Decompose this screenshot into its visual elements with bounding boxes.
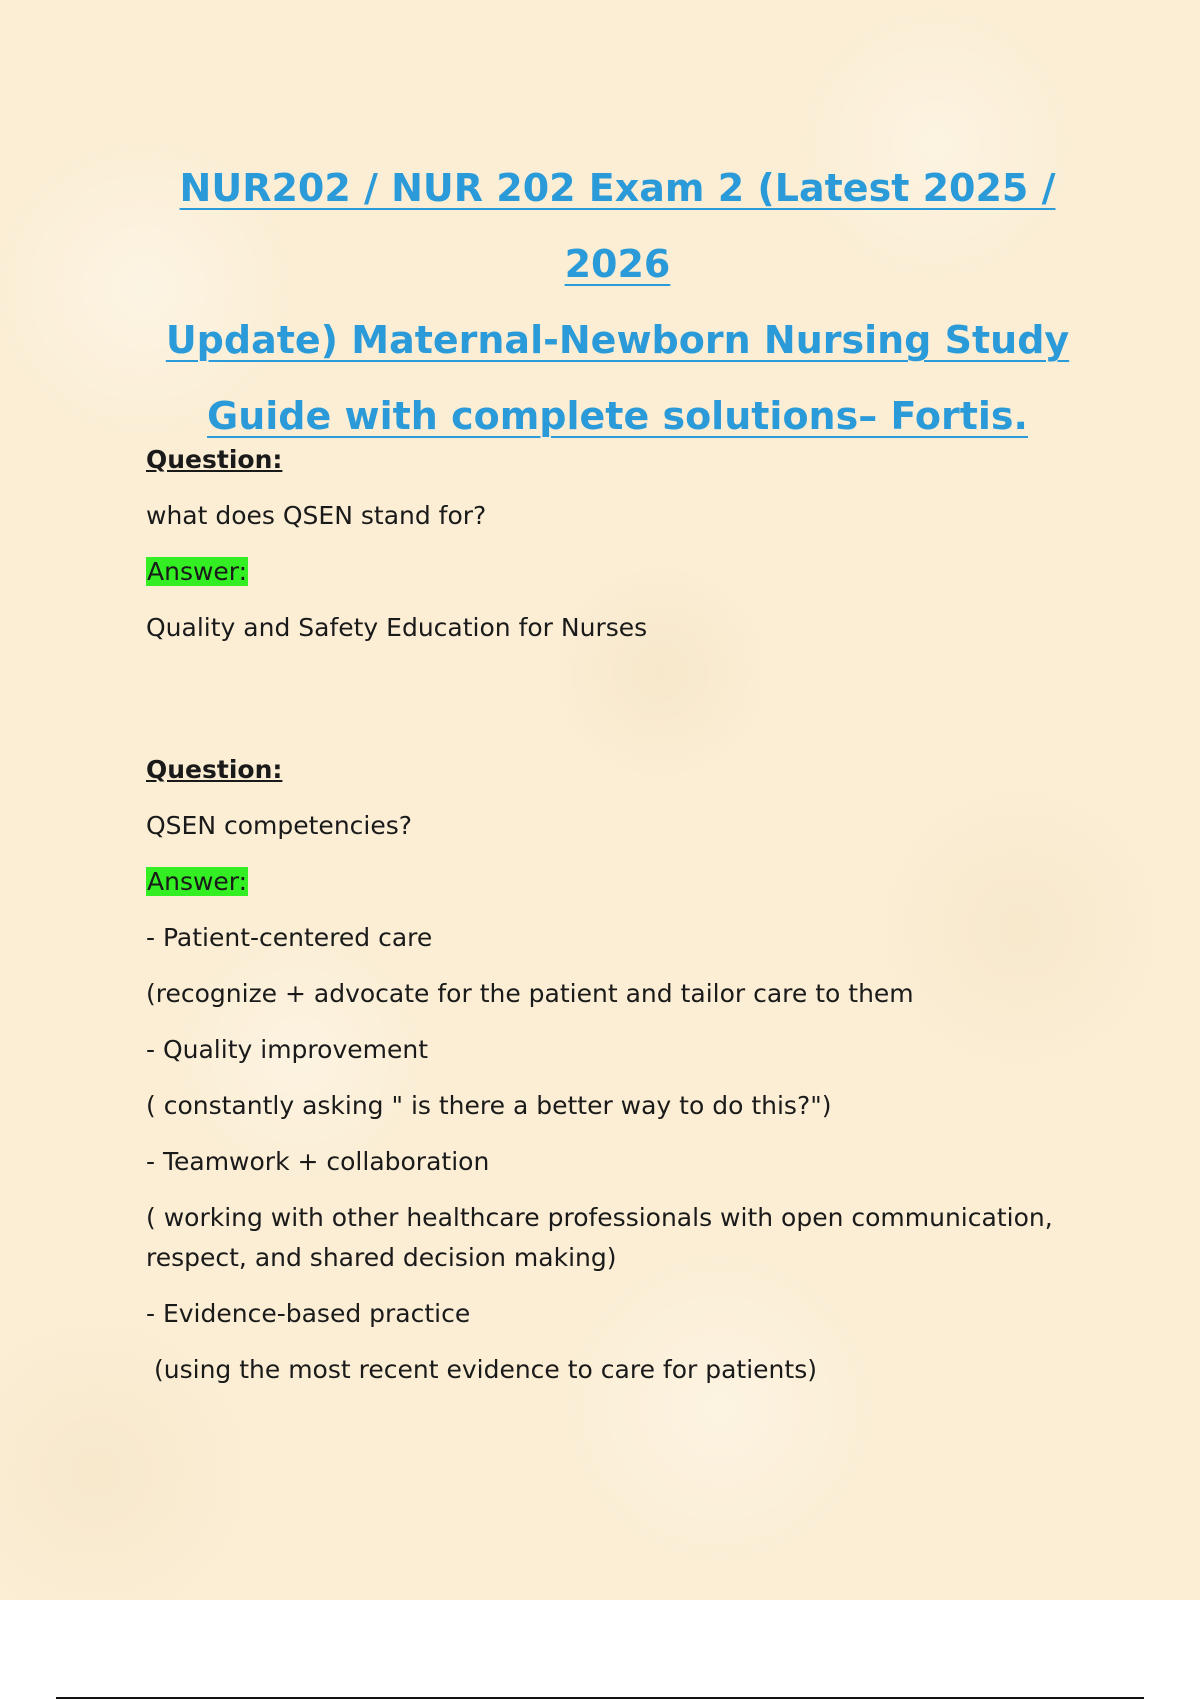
qa-block-2	[146, 750, 1096, 1390]
answer-highlight: Answer:	[147, 557, 248, 586]
answer-line: - Evidence-based practice	[146, 1299, 471, 1328]
document-title	[130, 150, 1105, 454]
question-label: Question:	[146, 755, 283, 784]
answer-line: - Patient-centered care	[146, 923, 433, 952]
answer-label	[146, 862, 1096, 902]
qa-content	[146, 440, 1096, 1406]
block-spacer	[146, 664, 1096, 750]
question-text: what does QSEN stand for?	[146, 501, 487, 530]
title-line-1: NUR202 / NUR 202 Exam 2 (Latest 2025 / 2026	[179, 166, 1056, 286]
answer-line: ( constantly asking " is there a better way to do this?")	[146, 1091, 832, 1120]
answer-line: (using the most recent evidence to care for patients)	[154, 1355, 817, 1384]
qa-block-1	[146, 440, 1096, 648]
footer-divider	[56, 1697, 1144, 1699]
answer-line: Quality and Safety Education for Nurses	[146, 613, 648, 642]
answer-highlight: Answer:	[147, 867, 248, 896]
answer-line: ( working with other healthcare professionals with open communication, respect, and shared decision making)	[146, 1203, 1053, 1272]
answer-line: - Quality improvement	[146, 1035, 428, 1064]
answer-line: - Teamwork + collaboration	[146, 1147, 490, 1176]
title-line-3: Guide with complete solutions– Fortis.	[207, 394, 1028, 438]
answer-label	[146, 552, 1096, 592]
title-line-2: Update) Maternal-Newborn Nursing Study	[165, 318, 1070, 362]
question-text: QSEN competencies?	[146, 811, 413, 840]
question-label: Question:	[146, 445, 283, 474]
answer-line: (recognize + advocate for the patient and tailor care to them	[146, 979, 914, 1008]
